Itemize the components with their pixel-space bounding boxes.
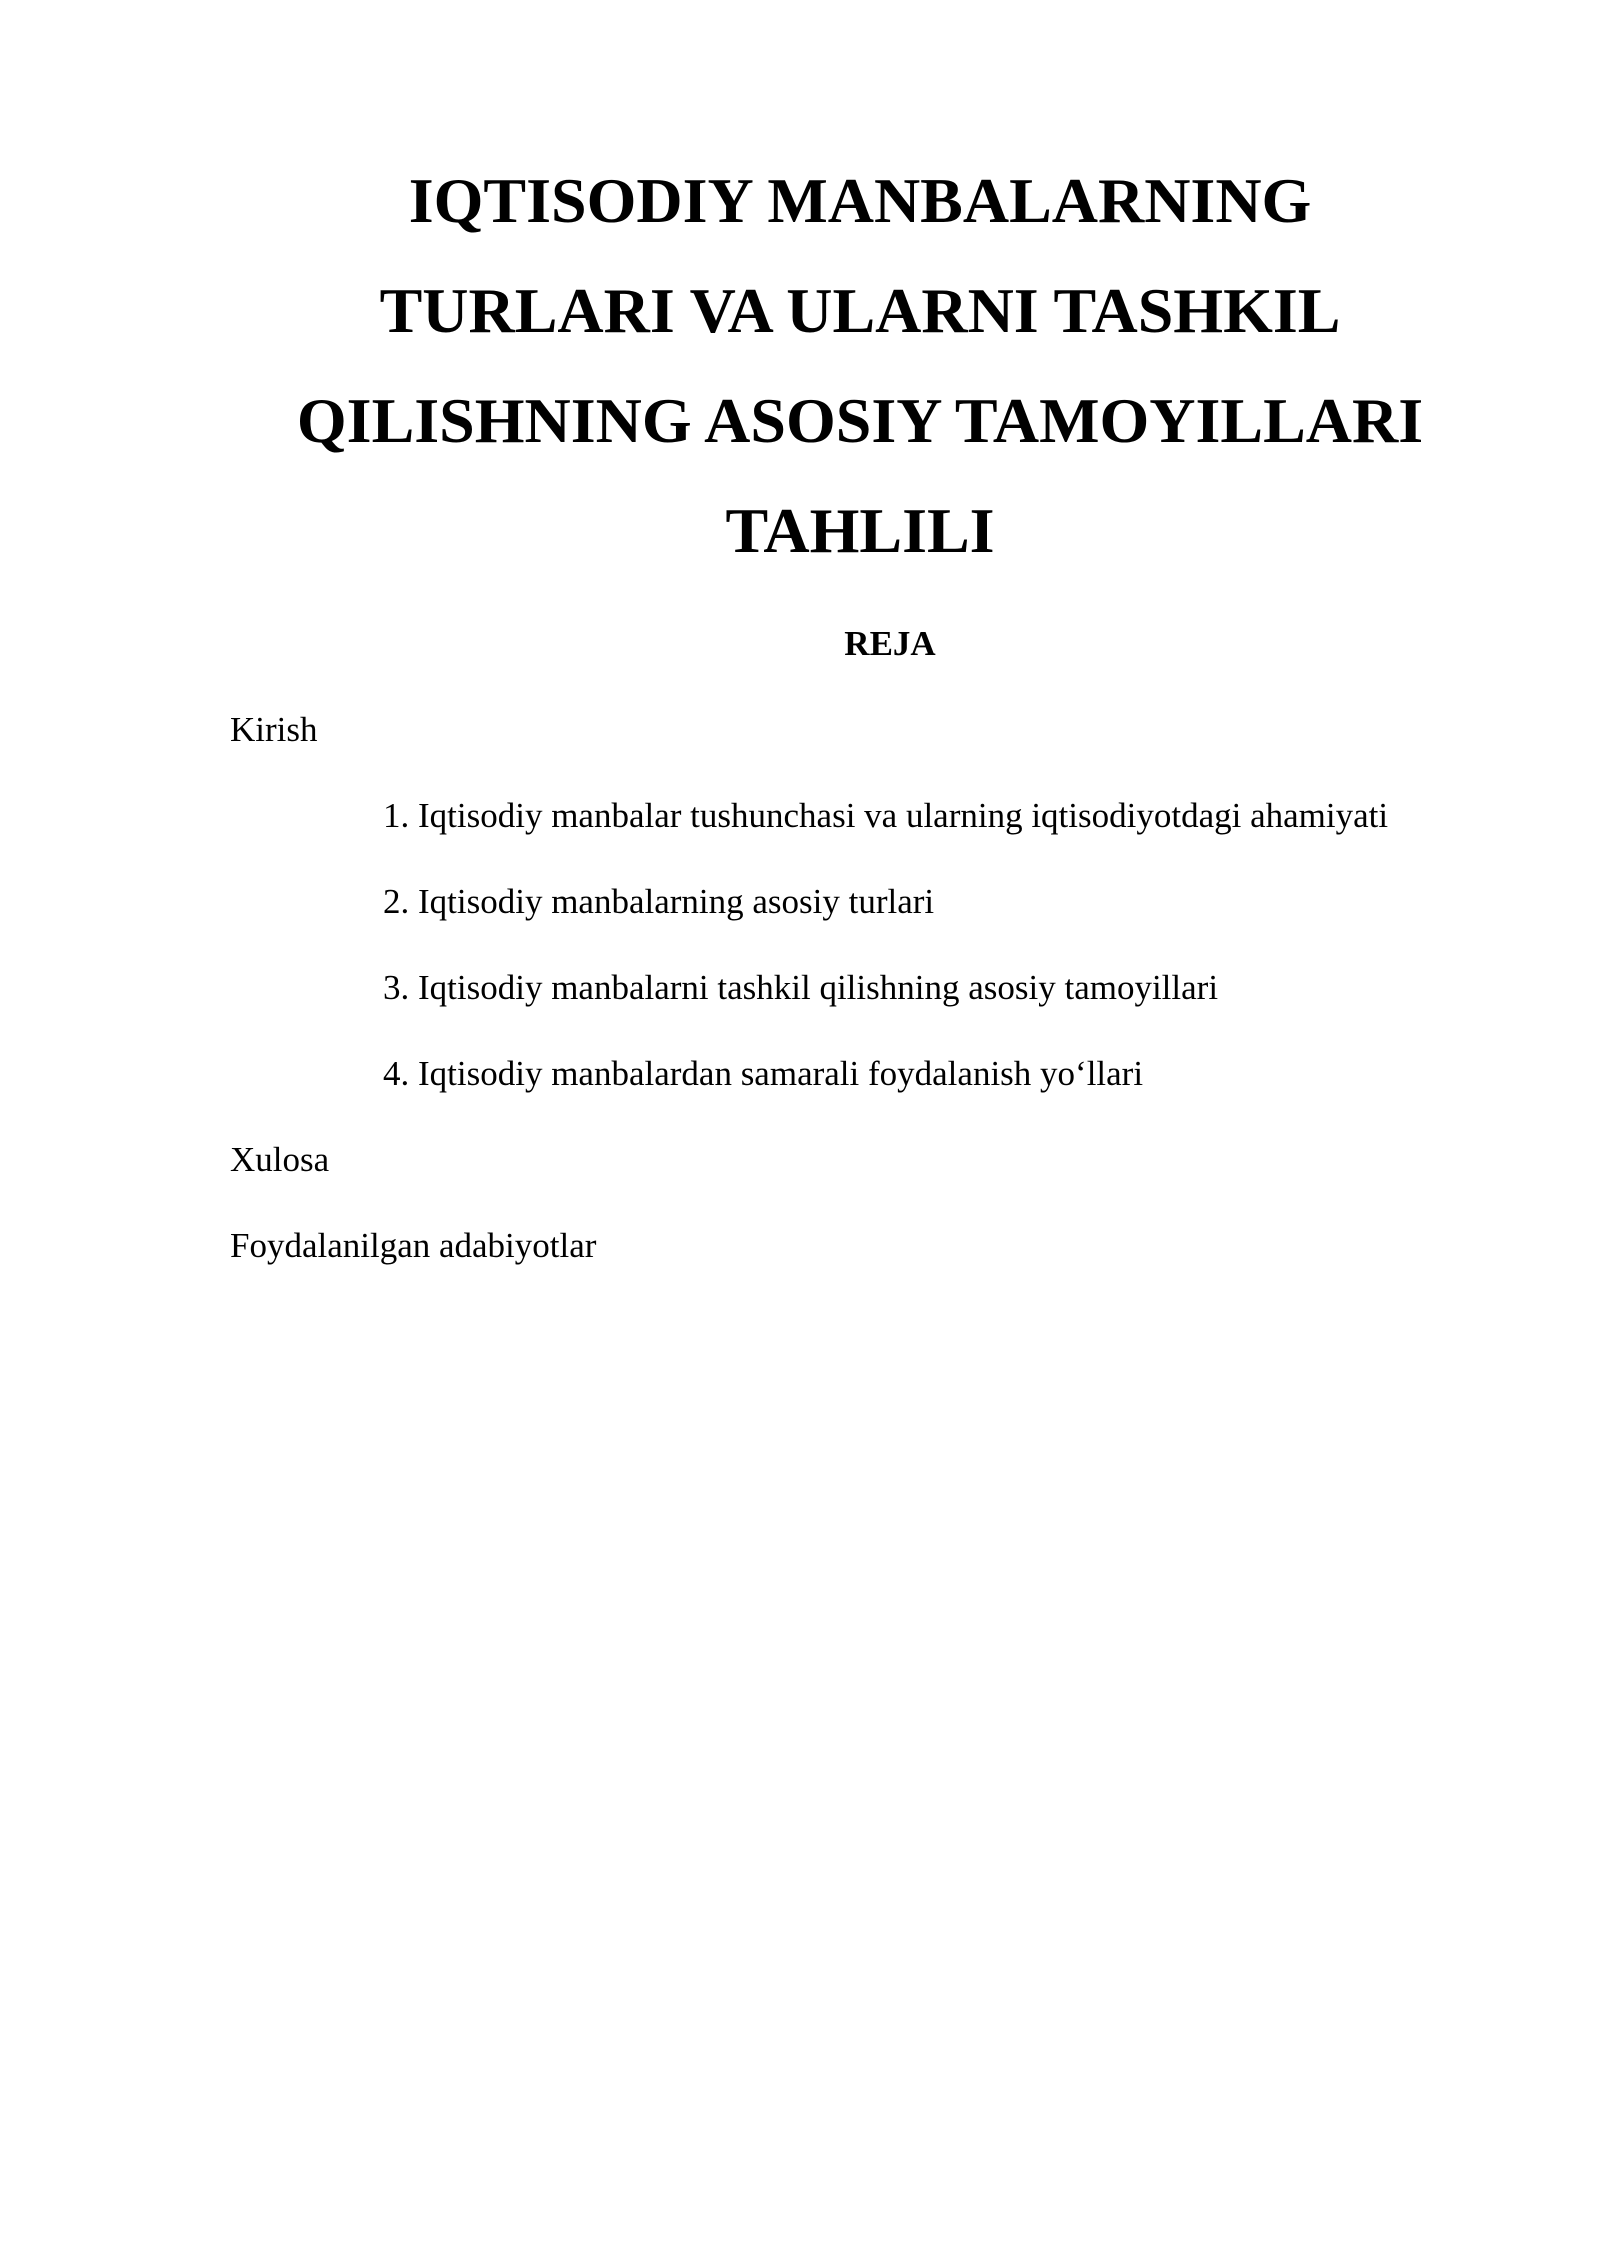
title-line-2: TURLARI VA ULARNI TASHKIL: [379, 275, 1341, 346]
title-line-3: QILISHNING ASOSIY TAMOYILLARI: [296, 385, 1424, 456]
plan-item-2: 2. Iqtisodiy manbalarning asosiy turlari: [383, 882, 935, 921]
plan-item-1: 1. Iqtisodiy manbalar tushunchasi va ularning iqtisodiyotdagi ahamiyati: [383, 796, 1389, 835]
plan-item-3: 3. Iqtisodiy manbalarni tashkil qilishning asosiy tamoyillari: [383, 968, 1219, 1007]
conclusion-line: Xulosa: [230, 1140, 330, 1179]
plan-heading: REJA: [844, 624, 936, 663]
plan-item-4: 4. Iqtisodiy manbalardan samarali foydalanish yo‘llari: [383, 1054, 1144, 1093]
references-line: Foydalanilgan adabiyotlar: [230, 1226, 597, 1265]
intro-line: Kirish: [230, 710, 318, 749]
title-line-4: TAHLILI: [725, 495, 995, 566]
document-title: [230, 146, 1490, 586]
title-line-1: IQTISODIY MANBALARNING: [408, 165, 1312, 236]
